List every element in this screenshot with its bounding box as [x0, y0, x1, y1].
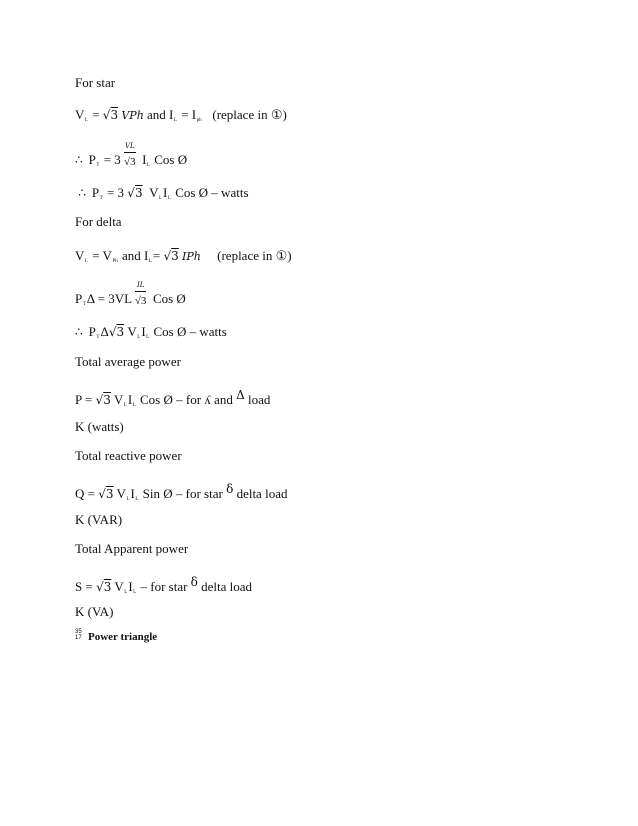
- unit-k-va: K (VA): [75, 604, 114, 619]
- heading-total-reactive-power: Total reactive power: [75, 448, 182, 463]
- equation-reactive-power: Q = √3 $V_LI_L$ Sin Ø – for star δ delta load: [75, 482, 288, 502]
- unit-k-var: K (VAR): [75, 512, 123, 527]
- heading-for-delta: For delta: [75, 214, 122, 229]
- heading-total-apparent-power: Total Apparent power: [75, 541, 189, 556]
- equation-average-power: P = √3 $V_LI_L$ Cos Ø – for ʎ and Δ load: [75, 388, 271, 408]
- heading-total-average-power: Total average power: [75, 354, 181, 369]
- equation-pt-star-fraction: ∴ $P_T = 3$ $\frac{VL}{√3} I_L$ Cos Ø: [75, 142, 188, 169]
- equation-vl-star: $V_L = √3$ VPh and $I_L = I_{ph}$ (replace in ①): [75, 107, 287, 123]
- footnote-number: 35 17: [75, 629, 82, 641]
- equation-vl-delta: $V_L = V_{Ph}$ and $I_L= √3$ IPh (replace in ①): [75, 248, 292, 264]
- heading-for-star: For star: [75, 75, 116, 90]
- fraction: $\frac{IL}{√3}$: [134, 281, 147, 308]
- sqrt-symbol: √3: [102, 108, 119, 122]
- equation-pt-delta-watts: ∴ $P_T\Delta√3$ $V_LI_L$ Cos Ø – watts: [75, 324, 227, 340]
- equation-pt-star-watts: ∴ $P_T = 3$ √3 $V_LI_L$ Cos Ø – watts: [78, 185, 249, 201]
- fraction: $\frac{VL}{√3}$: [124, 142, 136, 169]
- equation-apparent-power: S = √3 $V_LI_L$ – for star δ delta load: [75, 575, 253, 595]
- unit-k-watts: K (watts): [75, 419, 124, 434]
- equation-pt-delta-fraction: $P_T\Delta = 3VL$ $\frac{IL}{√3}$ Cos Ø: [75, 281, 186, 308]
- section-title-power-triangle: Power triangle: [88, 631, 158, 643]
